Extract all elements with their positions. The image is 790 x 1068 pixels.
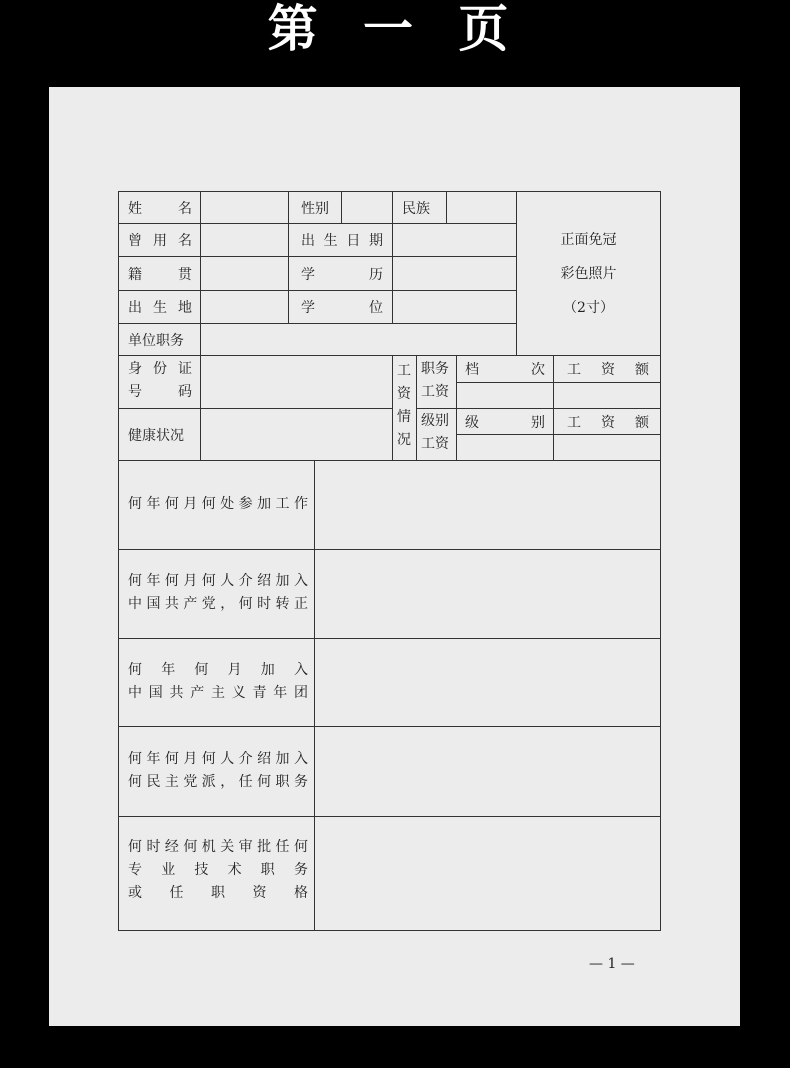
label-rank-salary: 级别 工资 [421,413,449,452]
label-degree: 学 位 [301,300,383,316]
label-birth-date: 出 生 日 期 [301,233,383,249]
grid-line [416,355,417,460]
form-sheet [49,87,740,1026]
label-work-start: 何 年 何 月 何 处 参 加 工 作 [128,496,308,512]
label-former-name: 曾 用 名 [128,233,192,249]
label-education: 学 历 [301,266,383,283]
grid-line [288,191,289,323]
grid-line [392,355,393,460]
grid-line [392,223,393,323]
grid-line [118,460,661,461]
label-position-salary: 职务 工资 [421,361,449,400]
header-amount-2: 工 资 额 [567,414,649,431]
grid-line [553,355,554,460]
grid-line [118,191,119,931]
grid-line [118,638,661,639]
grid-line [456,382,661,383]
grid-line [392,191,393,223]
label-health: 健康状况 [128,427,184,444]
grid-line [118,816,661,817]
grid-line [118,930,661,931]
grid-line [118,549,661,550]
grid-line [456,355,457,460]
label-name: 姓 名 [128,200,192,217]
label-native-place: 籍 贯 [128,266,192,283]
grid-line [446,191,447,223]
header-grade: 档 次 [465,362,545,378]
header-rank: 级 别 [465,414,545,431]
grid-line [341,191,342,223]
label-salary: 工 资 情 况 [397,363,411,448]
label-birthplace: 出 生 地 [128,300,192,316]
page-title: 第 一 页 [267,0,523,58]
page-number: — 1 — [589,956,635,972]
label-join-party: 何 年 何 月 何 人 介 绍 加 入 何 民 主 党 派 ， 任 何 职 务 [128,751,308,790]
grid-line [200,191,201,355]
label-unit-position: 单位职务 [128,332,184,349]
grid-line [200,355,201,460]
label-id-number: 身 份 证 号 码 [128,361,192,400]
header-amount: 工 资 额 [567,362,649,378]
photo-placeholder: 正面免冠 彩色照片 （2寸） [560,232,617,316]
label-join-cyl: 何 年 何 月 加 入 中 国 共 产 主 义 青 年 团 [128,662,308,701]
label-approval: 何 时 经 何 机 关 审 批 任 何 专 业 技 术 职 务 或 任 职 资 格 [128,839,308,901]
label-gender: 性别 [301,200,329,217]
label-ethnicity: 民族 [402,200,430,217]
label-join-cpc: 何 年 何 月 何 人 介 绍 加 入 中 国 共 产 党 ， 何 时 转 正 [128,573,308,612]
grid-line [456,434,661,435]
grid-line [660,191,661,931]
grid-line [314,460,315,930]
grid-line [118,726,661,727]
